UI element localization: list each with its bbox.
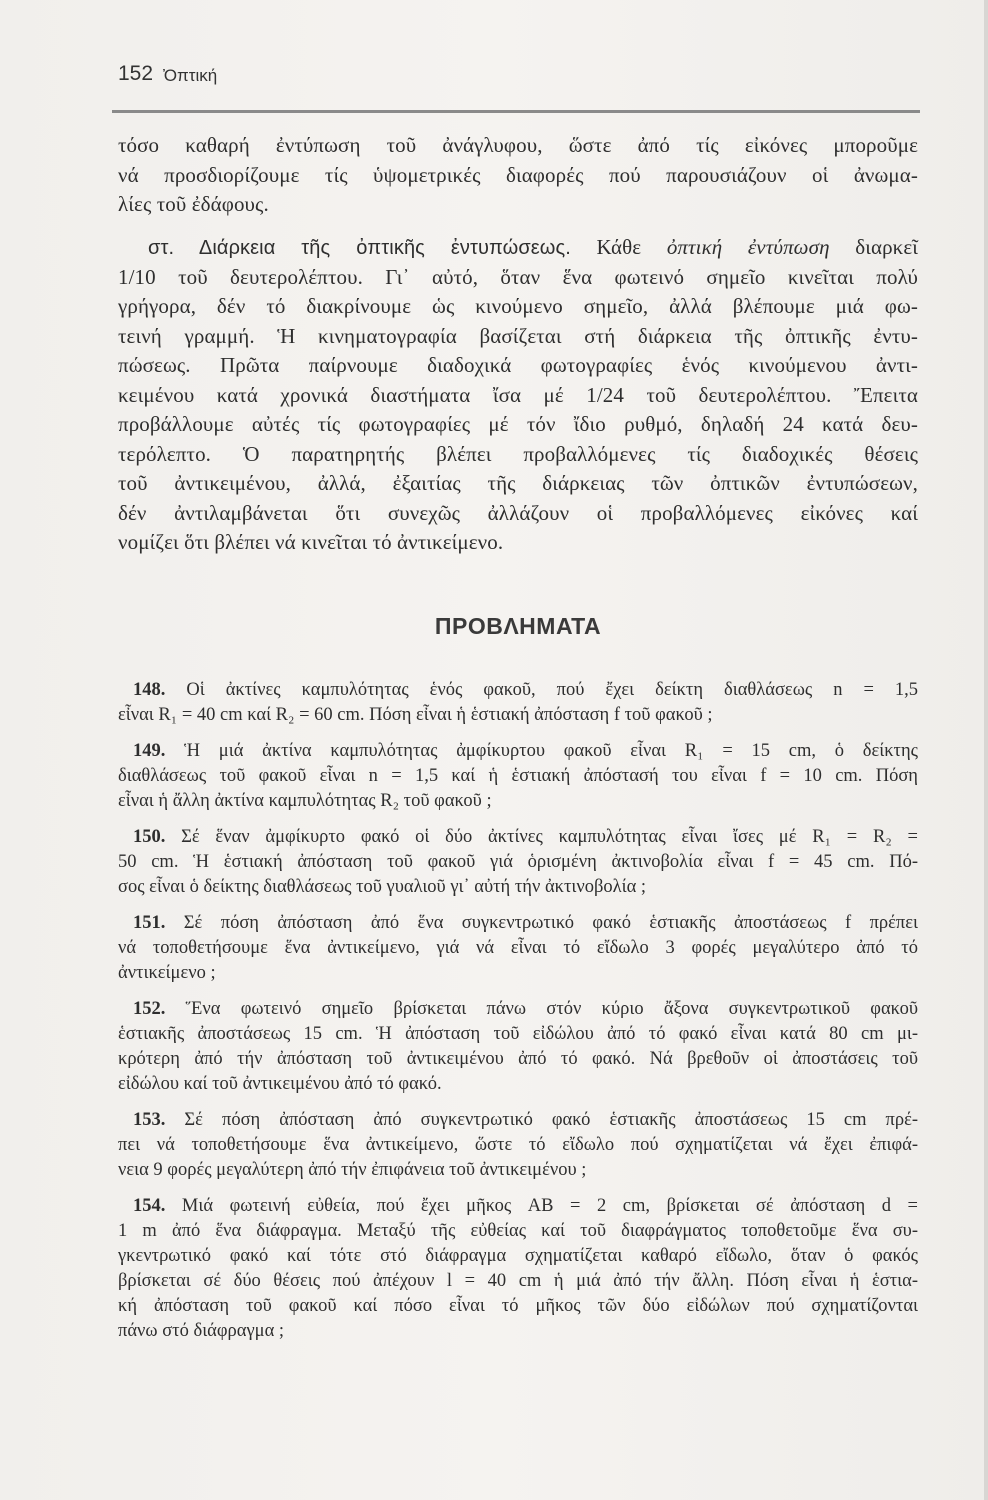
text-line: κειμένου κατά χρονικά διαστήματα ἴσα μέ 1/24 τοῦ δευτερολέπτου. Ἔπειτα — [118, 382, 918, 407]
text-line: πώσεως. Πρῶτα παίρνουμε διαδοχικά φωτογραφίες ἑνός κινούμενου ἀντι- — [118, 353, 918, 377]
problem-number: 154. — [133, 1196, 166, 1216]
italic-term: ὀπτική ἐντύπωση — [666, 235, 830, 259]
text-line: 151. Σέ πόση ἀπόσταση ἀπό ἕνα συγκεντρωτικό φακό ἑστιακῆς ἀποστάσεως f πρέπει — [133, 913, 918, 933]
problems-heading: ΠΡΟΒΛΗΜΑΤΑ — [434, 613, 602, 639]
problem-number: 150. — [133, 827, 166, 847]
text-line: 154. Μιά φωτεινή εὐθεία, πού ἔχει μῆκος AB = 2 cm, βρίσκεται σέ ἀπόσταση d = — [133, 1196, 918, 1216]
text-line: τεινή γραμμή. Ἡ κινηματογραφία βασίζεται στή διάρκεια τῆς ὀπτικῆς ἐντυ- — [118, 323, 918, 348]
page-edge — [984, 0, 988, 1500]
text-line: τοῦ ἀντικειμένου, ἀλλά, ἐξαιτίας τῆς διάρκειας τῶν ὀπτικῶν ἐντυπώσεων, — [118, 471, 918, 495]
text-line: ἑστιακῆς ἀποστάσεως 15 cm. Ἡ ἀπόσταση τοῦ εἰδώλου ἀπό τό φακό εἶναι κατά 80 cm μι- — [118, 1024, 918, 1044]
running-title: Ὀπτική — [163, 66, 218, 85]
text-line: 1/10 τοῦ δευτερολέπτου. Γι᾽ αὐτό, ὅταν ἕνα φωτεινό σημεῖο κινεῖται πολύ — [118, 264, 918, 289]
text-line: νεια 9 φορές μεγαλύτερη ἀπό τήν ἐπιφάνεια τοῦ ἀντικειμένου ; — [118, 1160, 587, 1180]
text-line: νά τοποθετήσουμε ἕνα ἀντικείμενο, γιά νά εἶναι τό εἴδωλο 3 φορές μεγαλύτερο ἀπό τό — [118, 938, 918, 958]
header-rule — [112, 110, 920, 113]
text-run: διαρκεῖ — [855, 235, 918, 259]
text-line: 152. Ἕνα φωτεινό σημεῖο βρίσκεται πάνω στόν κύριο ἄξονα συγκεντρωτικοῦ φακοῦ — [133, 999, 918, 1019]
problem-item — [118, 739, 918, 814]
section-title: στ. Διάρκεια τῆς ὀπτικῆς ἐντυπώσεως. — [148, 237, 571, 259]
text-line: προβάλλουμε αὐτές τίς φωτογραφίες μέ τόν ἴδιο ρυθμό, δηλαδή 24 κατά δευ- — [118, 412, 918, 436]
problem-item — [118, 825, 918, 900]
text-line: 148. Οἱ ἀκτίνες καμπυλότητας ἑνός φακοῦ, πού ἔχει δείκτη διαθλάσεως n = 1,5 — [133, 680, 918, 700]
text-line: τόσο καθαρή ἐντύπωση τοῦ ἀνάγλυφου, ὥστε ἀπό τίς εἰκόνες μποροῦμε — [118, 133, 918, 157]
text-line: 50 cm. Ἡ ἑστιακή ἀπόσταση τοῦ φακοῦ γιά ὁρισμένη ἀκτινοβολία εἶναι f = 45 cm. Πό- — [118, 852, 918, 872]
problem-item — [118, 997, 918, 1097]
text-line: 153. Σέ πόση ἀπόσταση ἀπό συγκεντρωτικό φακό ἑστιακῆς ἀποστάσεως 15 cm πρέ- — [133, 1110, 918, 1130]
text-line: εἶναι ἡ ἄλλη ἀκτίνα καμπυλότητας R₂ τοῦ φακοῦ ; — [118, 791, 492, 811]
page-number: 152 — [118, 62, 154, 85]
problem-item — [118, 911, 918, 986]
problem-number: 149. — [133, 741, 166, 761]
text-line: νά προσδιορίζουμε τίς ὑψομετρικές διαφορές πού παρουσιάζουν οἱ ἀνωμα- — [118, 162, 918, 187]
problem-item — [118, 1194, 918, 1344]
text-line: 149. Ἡ μιά ἀκτίνα καμπυλότητας ἀμφίκυρτου φακοῦ εἶναι R₁ = 15 cm, ὁ δείκτης — [133, 741, 918, 761]
text-line: πάνω στό διάφραγμα ; — [118, 1321, 285, 1341]
problem-number: 151. — [133, 913, 166, 933]
text-line: βρίσκεται σέ δύο θέσεις πού ἀπέχουν l = 40 cm ἡ μιά ἀπό τήν ἄλλη. Πόση εἶναι ἡ ἑστια- — [118, 1271, 918, 1291]
text-line: κρότερη ἀπό τήν ἀπόσταση τοῦ ἀντικειμένου ἀπό τό φακό. Νά βρεθοῦν οἱ ἀποστάσεις τοῦ — [118, 1049, 918, 1069]
text-line: εἶναι R₁ = 40 cm καί R₂ = 60 cm. Πόση εἶναι ἡ ἑστιακή ἀπόσταση f τοῦ φακοῦ ; — [118, 705, 713, 725]
section-first-line — [118, 233, 918, 263]
text-line: 150. Σέ ἕναν ἀμφίκυρτο φακό οἱ δύο ἀκτίνες καμπυλότητας εἶναι ἴσες μέ R₁ = R₂ = — [133, 827, 918, 847]
problem-item — [118, 1108, 918, 1183]
text-line: ἀντικείμενο ; — [118, 963, 216, 983]
problems-list — [118, 678, 918, 1355]
text-line: γρήγορα, δέν τό διακρίνουμε ὡς κινούμενο σημεῖο, ἀλλά βλέπουμε μιά φω- — [118, 294, 918, 318]
text-line: εἰδώλου καί τοῦ ἀντικειμένου ἀπό τό φακό. — [118, 1074, 442, 1094]
text-line: δέν ἀντιλαμβάνεται ὅτι συνεχῶς ἀλλάζουν οἱ προβαλλόμενες εἰκόνες καί — [118, 500, 918, 525]
text-line: νομίζει ὅτι βλέπει νά κινεῖται τό ἀντικείμενο. — [118, 530, 504, 554]
text-line: πει νά τοποθετήσουμε ἕνα ἀντικείμενο, ὥστε τό εἴδωλο πού σχηματίζεται νά ἔχει ἐπιφά- — [118, 1135, 918, 1155]
text-line: τερόλεπτο. Ὁ παρατηρητής βλέπει προβαλλόμενες τίς διαδοχικές θέσεις — [118, 441, 918, 466]
intro-paragraph — [118, 131, 918, 220]
problem-number: 148. — [133, 680, 166, 700]
text-line: διαθλάσεως τοῦ φακοῦ εἶναι n = 1,5 καί ἡ ἑστιακή ἀπόστασή του εἶναι f = 10 cm. Πόση — [118, 766, 918, 786]
text-run: Κάθε — [596, 235, 642, 259]
text-line: σος εἶναι ὁ δείκτης διαθλάσεως τοῦ γυαλιοῦ γι᾽ αὐτή τήν ἀκτινοβολία ; — [118, 877, 647, 897]
text-line: κή ἀπόσταση τοῦ φακοῦ καί πόσο εἶναι τό μῆκος τῶν δύο εἰδώλων πού σχηματίζονται — [118, 1296, 918, 1316]
problem-number: 153. — [133, 1110, 166, 1130]
section-paragraph — [118, 233, 918, 558]
problem-number: 152. — [133, 999, 166, 1019]
problem-item — [118, 678, 918, 728]
text-line: 1 m ἀπό ἕνα διάφραγμα. Μεταξύ τῆς εὐθείας καί τοῦ διαφράγματος τοποθετοῦμε ἕνα συ- — [118, 1221, 918, 1241]
text-line: λίες τοῦ ἐδάφους. — [118, 192, 269, 216]
text-line: γκεντρωτικό φακό καί τότε στό διάφραγμα σχηματίζεται καθαρό εἴδωλο, ὅταν ὁ φακός — [118, 1246, 918, 1266]
